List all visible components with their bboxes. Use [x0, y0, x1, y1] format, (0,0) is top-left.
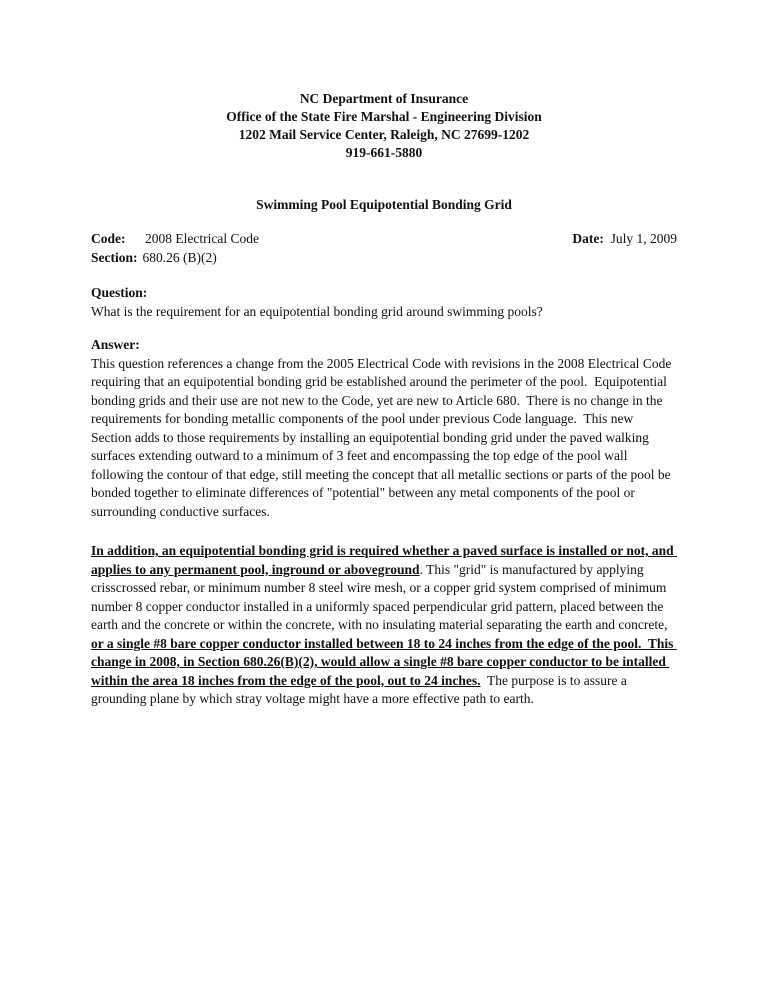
question-text: What is the requirement for an equipotential bonding grid around swimming pools?: [91, 303, 543, 319]
code-label: Code:: [91, 231, 126, 246]
letterhead: [91, 90, 677, 162]
code-field: [91, 230, 259, 249]
letterhead-org-name: NC Department of Insurance: [299, 91, 469, 106]
paragraph-2-regular-2: The purpose is to assure a grounding plane by which stray voltage might have a more effective path to earth.: [91, 672, 631, 706]
letterhead-address: 1202 Mail Service Center, Raleigh, NC 27699-1202: [238, 127, 530, 142]
date-label: Date:: [572, 231, 604, 246]
document-title: Swimming Pool Equipotential Bonding Grid: [256, 197, 512, 212]
date-value: July 1, 2009: [610, 231, 677, 246]
paragraph-2-regular-1: . This "grid" is manufactured by applying crisscrossed rebar, or minimum number 8 steel wire mesh, or a copper grid system comprised of minimum number 8 copper conductor installed in a uniformly spaced perpendicular grid pattern, placed between the earth and the concrete or within the concrete, with no insulating material separating the earth and concrete,: [91, 561, 671, 632]
section-label: Section:: [91, 249, 138, 265]
question-heading: Question:: [91, 285, 148, 300]
section-value: 680.26 (B)(2): [142, 249, 217, 265]
question-block: [91, 284, 677, 321]
letterhead-division: Office of the State Fire Marshal - Engineering Division: [226, 109, 542, 124]
meta-block: [91, 230, 677, 267]
answer-paragraph-1: This question references a change from the 2005 Electrical Code with revisions in the 2008 Electrical Code requiring that an equipotential bonding grid be established around the perimeter of the pool. Equipotential bonding grids and their use are not new to the Code, yet are new to Article 680. There is no change in the requirements for bonding metallic components of the pool under previous Code language. This new Section adds to those requirements by installing an equipotential bonding grid under the paved walking surfaces extending outward to a minimum of 3 feet and encompassing the top edge of the pool wall following the contour of that edge, still meeting the concept that all metallic sections or parts of the pool be bonded together to eliminate differences of "potential" between any metal components of the pool or surrounding conductive surfaces.: [91, 355, 675, 519]
code-value: 2008 Electrical Code: [145, 231, 259, 246]
letterhead-phone: 919-661-5880: [345, 145, 423, 160]
section-field: [91, 249, 677, 268]
emphasis-copper-conductor: or a single #8 bare copper conductor installed between 18 to 24 inches from the edge of the pool. This change in 2008, in Section 680.26(B)(2), would allow a single #8 bare copper conductor to be intalled within the area 18 inches from the edge of the pool, out to 24 inches.: [91, 635, 677, 688]
answer-paragraph-2: [91, 542, 677, 709]
answer-block: [91, 336, 677, 709]
answer-heading: Answer:: [91, 337, 140, 352]
date-field: [572, 230, 677, 249]
emphasis-paved-surface: In addition, an equipotential bonding grid is required whether a paved surface is installed or not, and applies to any permanent pool, inground or aboveground: [91, 543, 677, 577]
code-date-row: [91, 230, 677, 249]
